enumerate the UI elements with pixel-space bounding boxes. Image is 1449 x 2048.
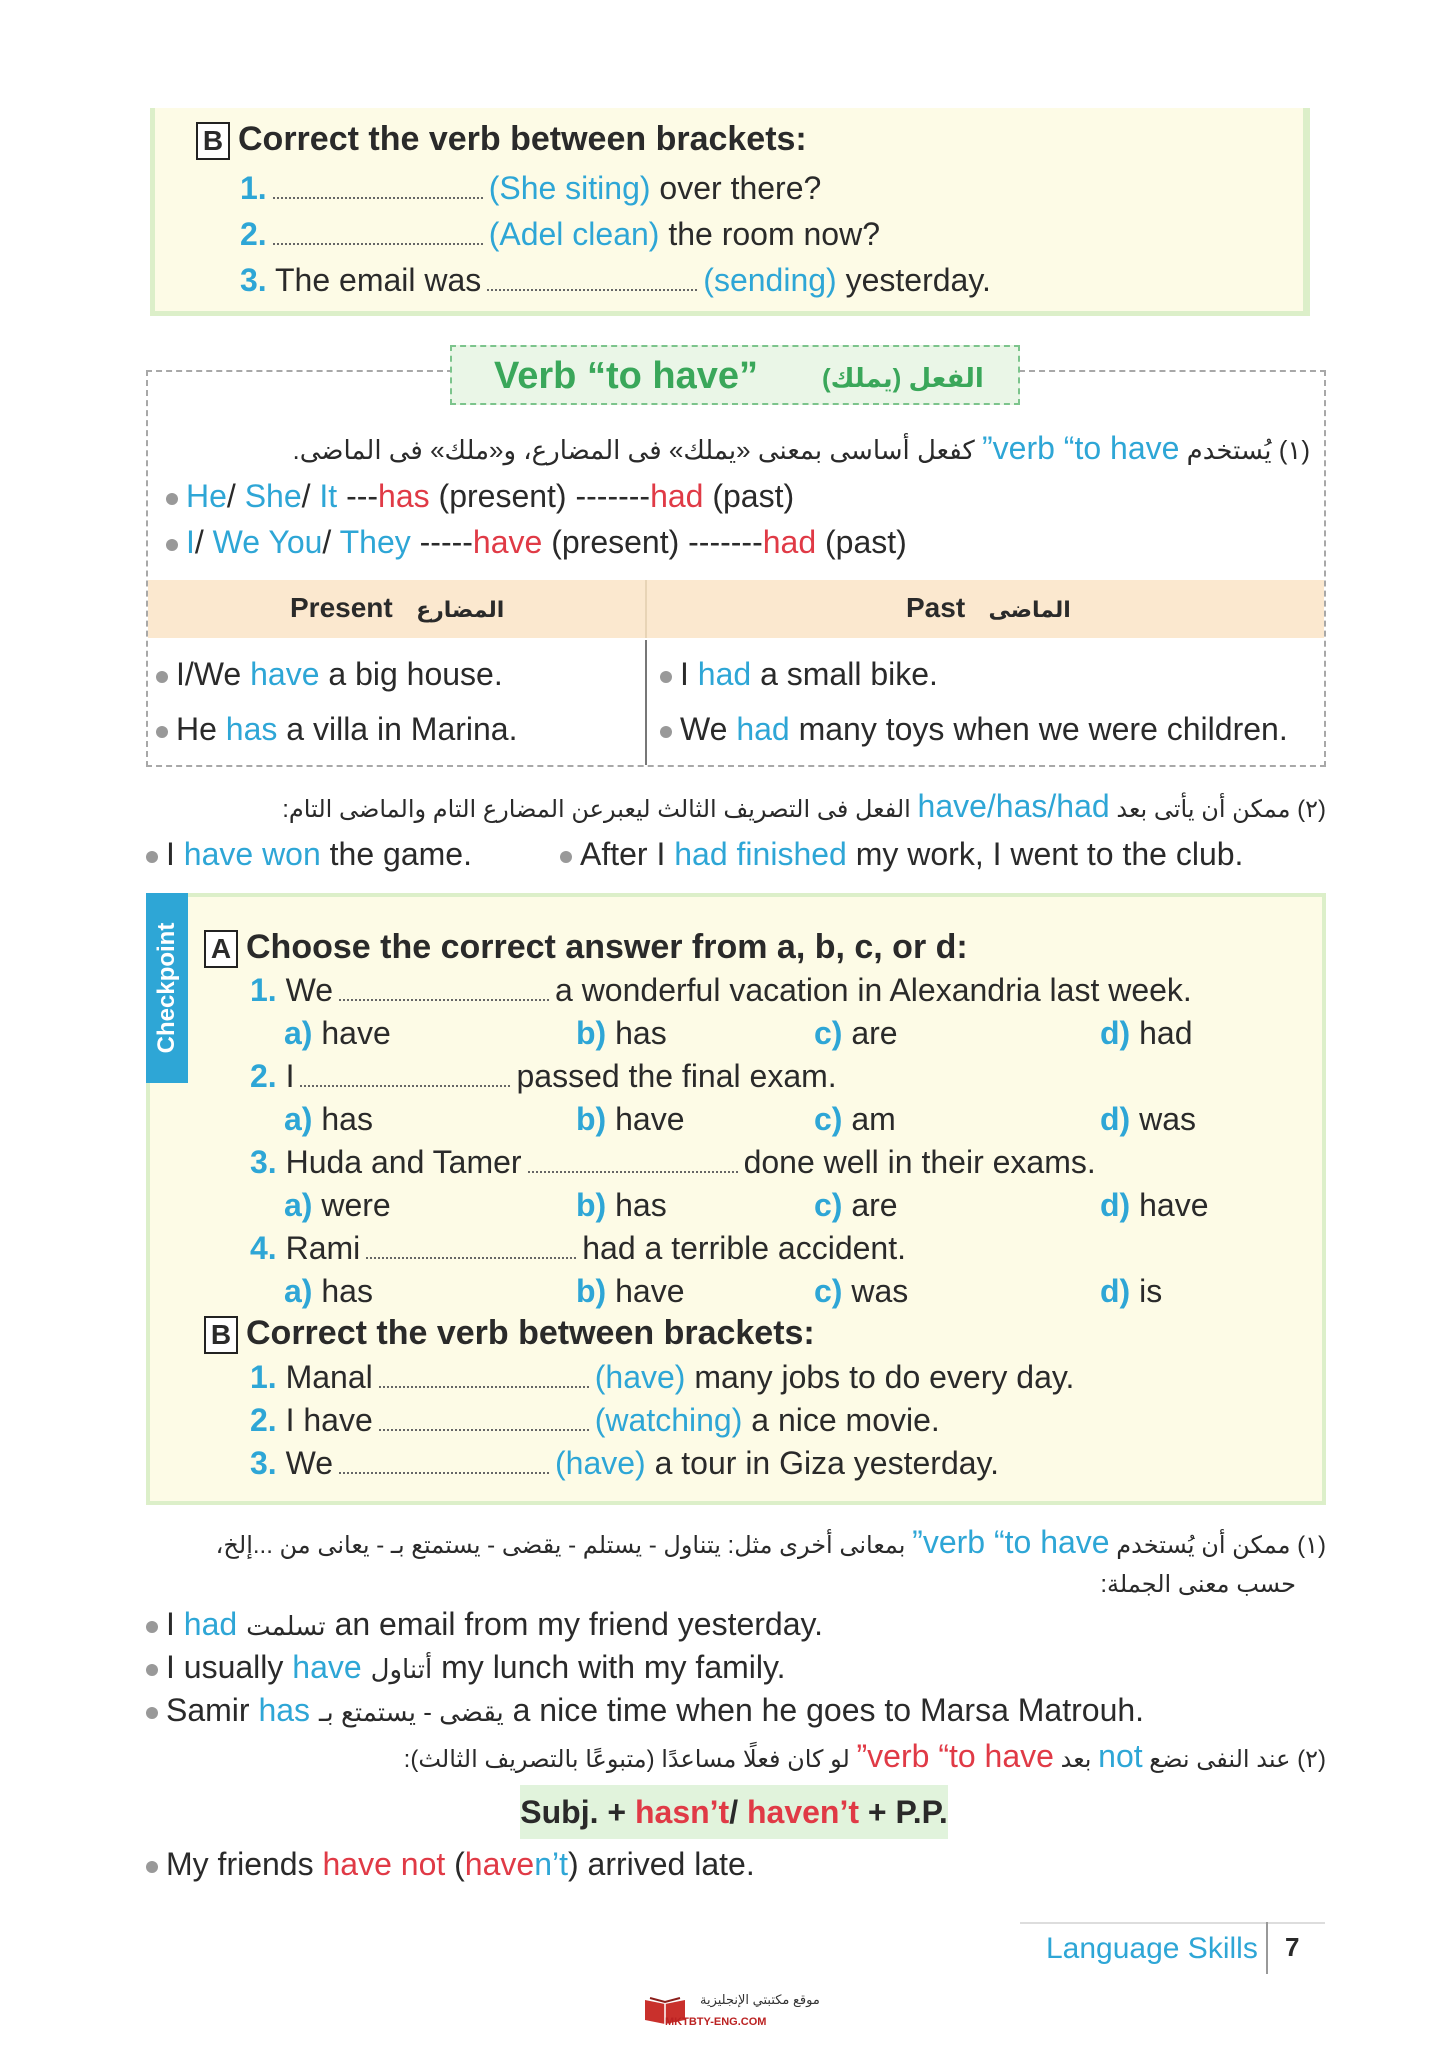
negation-formula: Subj. + hasn’t/ haven’t + P.P. [520, 1785, 948, 1839]
exercise-b-heading-row [196, 120, 807, 160]
checkpoint-b-item-2: 2. I have (watching) a nice movie. [250, 1402, 940, 1438]
q3-option-b[interactable]: b) has [576, 1187, 667, 1223]
exercise-letter-b: B [204, 1316, 238, 1354]
exercise-b-item-3: 3. The email was (sending) yesterday. [240, 262, 991, 298]
checkpoint-a-heading: Choose the correct answer from a, b, c, or d: [246, 928, 968, 966]
checkpoint-b-heading: Correct the verb between brackets: [246, 1314, 815, 1352]
q1-option-b[interactable]: b) has [576, 1015, 667, 1051]
q1-option-d[interactable]: d) had [1100, 1015, 1193, 1051]
bullet-icon [660, 726, 672, 738]
q4-option-a[interactable]: a) has [284, 1273, 373, 1309]
answer-blank[interactable] [379, 1364, 589, 1388]
bullet-icon [146, 1861, 158, 1873]
q3-option-d[interactable]: d) have [1100, 1187, 1209, 1223]
answer-blank[interactable] [339, 977, 549, 1001]
answer-blank[interactable] [379, 1407, 589, 1431]
bullet-icon [166, 493, 178, 505]
footer-section: Language Skills [1046, 1932, 1258, 1965]
answer-blank[interactable] [339, 1450, 549, 1474]
question-2: 2. I passed the final exam. [250, 1058, 837, 1094]
bullet-icon [560, 851, 572, 863]
rule-2: (٢) ممكن أن يأتى بعد have/has/had الفعل فى التصريف الثالث ليعبرعن المضارع التام والماضى التام: [282, 788, 1326, 824]
bullet-icon [660, 671, 672, 683]
bullet-icon [166, 539, 178, 551]
answer-blank[interactable] [487, 267, 697, 291]
bullet-icon [156, 671, 168, 683]
question-4: 4. Rami had a terrible accident. [250, 1230, 906, 1266]
bullet-icon [146, 1664, 158, 1676]
q2-option-a[interactable]: a) has [284, 1101, 373, 1137]
q1-option-a[interactable]: a) have [284, 1015, 391, 1051]
footer-separator [1266, 1922, 1268, 1974]
bullet-icon [146, 1621, 158, 1633]
other-meanings-rule-2: (٢) عند النفى نضع not بعد verb “to have” لو كان فعلًا مساعدًا (متبوعًا بالتصريف الثالث): [403, 1738, 1326, 1774]
rule-2-example-1: I have won the game. [146, 836, 472, 873]
other-meanings-rule-1: (١) ممكن أن يُستخدم verb “to have” بمعانى أخرى مثل: يتناول - يستلم - يقضى - يستمتع بـ - يعانى من ...إلخ، [215, 1524, 1326, 1560]
q2-option-d[interactable]: d) was [1100, 1101, 1196, 1137]
q2-option-c[interactable]: c) am [814, 1101, 896, 1137]
table-past-row-1: I had a small bike. [660, 656, 938, 693]
other-meanings-rule-1-cont: حسب معنى الجملة: [1100, 1571, 1296, 1598]
answer-blank[interactable] [273, 175, 483, 199]
pronoun-row-2: I/ We You/ They -----have (present) -------had (past) [166, 524, 907, 561]
q2-option-b[interactable]: b) have [576, 1101, 685, 1137]
checkpoint-tab: Checkpoint [146, 893, 188, 1083]
exercise-b-heading: Correct the verb between brackets: [238, 120, 807, 158]
pronoun-row-1: He/ She/ It ---has (present) -------had (past) [166, 478, 794, 515]
logo-text: موقع مكتبتي الإنجليزية [700, 1992, 820, 2007]
q1-option-c[interactable]: c) are [814, 1015, 898, 1051]
answer-blank[interactable] [300, 1063, 510, 1087]
section-title-en: Verb “to have” [494, 355, 758, 397]
exercise-letter-b: B [196, 122, 230, 160]
checkpoint-b-item-1: 1. Manal (have) many jobs to do every day. [250, 1359, 1075, 1395]
table-header-present: Present المضارع [290, 592, 505, 623]
table-header-divider [645, 580, 647, 638]
q4-option-d[interactable]: d) is [1100, 1273, 1163, 1309]
question-3: 3. Huda and Tamer done well in their exams. [250, 1144, 1096, 1180]
q3-option-c[interactable]: c) are [814, 1187, 898, 1223]
exercise-b-item-1: 1. (She siting) over there? [240, 170, 822, 206]
answer-blank[interactable] [528, 1149, 738, 1173]
table-present-row-2: He has a villa in Marina. [156, 711, 517, 748]
section-title-box [450, 345, 1020, 405]
section-title-ar: الفعل (يملك) [822, 363, 984, 393]
page-number: 7 [1285, 1932, 1300, 1962]
q4-option-c[interactable]: c) was [814, 1273, 909, 1309]
logo-url[interactable]: MKTBTY-ENG.COM [665, 2016, 767, 2028]
checkpoint-a-heading-row [204, 928, 968, 968]
question-1: 1. We a wonderful vacation in Alexandria last week. [250, 972, 1192, 1008]
answer-blank[interactable] [273, 221, 483, 245]
exercise-b-item-2: 2. (Adel clean) the room now? [240, 216, 880, 252]
rule-2-example-2: After I had finished my work, I went to the club. [560, 836, 1243, 873]
bullet-icon [146, 1707, 158, 1719]
rule-1: (١) يُستخدم verb “to have” كفعل أساسى بمعنى «يملك» فى المضارع، و«ملك» فى الماضى. [292, 430, 1310, 466]
table-past-row-2: We had many toys when we were children. [660, 711, 1288, 748]
bullet-icon [146, 851, 158, 863]
table-present-row-1: I/We have a big house. [156, 656, 503, 693]
table-divider [645, 640, 647, 765]
bullet-icon [156, 726, 168, 738]
answer-blank[interactable] [366, 1235, 576, 1259]
q3-option-a[interactable]: a) were [284, 1187, 391, 1223]
negation-example: My friends have not (haven’t) arrived late. [146, 1846, 755, 1883]
meaning-example-3: Samir has يقضى - يستمتع بـ a nice time when he goes to Marsa Matrouh. [146, 1692, 1144, 1729]
checkpoint-b-heading-row [204, 1314, 815, 1354]
table-header-past: Past الماضى [906, 592, 1071, 623]
checkpoint-b-item-3: 3. We (have) a tour in Giza yesterday. [250, 1445, 1000, 1481]
exercise-letter-a: A [204, 930, 238, 968]
q4-option-b[interactable]: b) have [576, 1273, 685, 1309]
footer-rule [1020, 1922, 1325, 1924]
meaning-example-1: I had تسلمت an email from my friend yesterday. [146, 1606, 823, 1643]
meaning-example-2: I usually have أتناول my lunch with my family. [146, 1649, 786, 1686]
